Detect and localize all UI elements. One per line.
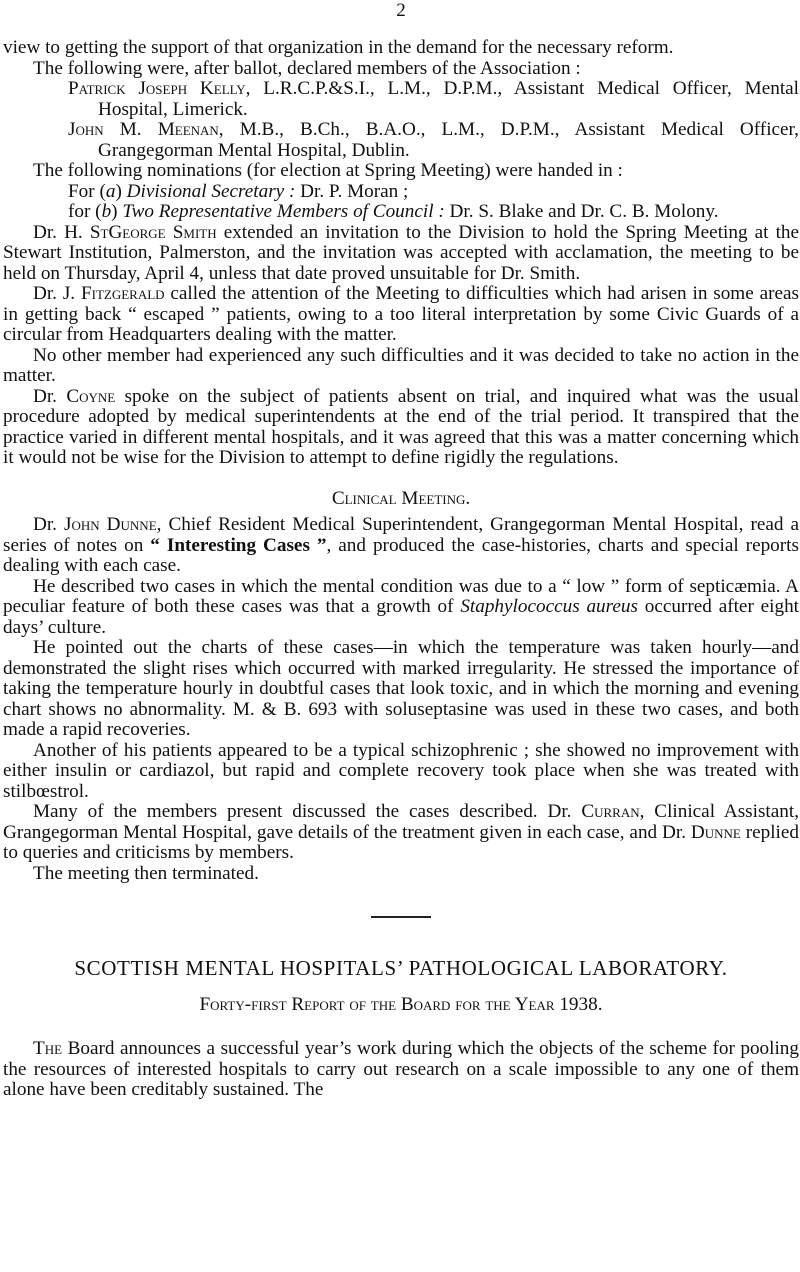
section-subtitle: Forty-first Report of the Board for the Year 1938.	[199, 993, 603, 1015]
paragraph-continuation: view to getting the support of that organization in the demand for the necessary reform.	[3, 37, 674, 58]
paragraph-ballot: The following were, after ballot, declared members of the Association :	[33, 57, 581, 79]
nomination-a: For (a) Divisional Secretary : Dr. P. Moran ;	[68, 180, 409, 202]
member-kelly: Patrick Joseph Kelly, L.R.C.P.&S.I., L.M., D.P.M., Assistant Medical Officer, Mental Hospital, Limerick.	[68, 78, 800, 120]
paragraph-no-action: No other member had experienced any such difficulties and it was decided to take no action in the matter.	[3, 344, 799, 386]
paragraph-charts: He pointed out the charts of these cases—in which the temperature was taken hourly—and demonstrated the slight rises which occurred with marked irregularity. He stressed the importance of taking the temperature hourly in doubtful cases that look toxic, and in which the morning and evening chart shows no abnormality. M. & B. 693 with soluseptasine was used in these two cases, and both made a rapid recoveries.	[3, 637, 799, 740]
paragraph-dunne: Dr. John Dunne, Chief Resident Medical Superintendent, Grangegorman Mental Hospital, read a series of notes on “ Interesting Cases ”, and produced the case-histories, charts and special reports dealing with each case.	[3, 514, 800, 576]
member-meenan: John M. Meenan, M.B., B.Ch., B.A.O., L.M., D.P.M., Assistant Medical Officer, Grangegorman Mental Hospital, Dublin.	[68, 119, 799, 161]
paragraph-coyne: Dr. Coyne spoke on the subject of patients absent on trial, and inquired what was the usual procedure adopted by medical superintendents at the end of the trial period. It transpired that the practice varied in different mental hospitals, and it was agreed that this was a matter concerning which it would not be wise for the Division to attempt to define rigidly the regulations.	[3, 385, 799, 468]
paragraph-smith: Dr. H. StGeorge Smith extended an invitation to the Division to hold the Spring Meeting at the Stewart Institution, Palmerston, and the invitation was accepted with acclamation, the meeting to be held on Thursday, April 4, unless that date proved unsuitable for Dr. Smith.	[3, 221, 800, 284]
member-name: Patrick Joseph Kelly	[68, 78, 246, 99]
clinical-meeting-heading: Clinical Meeting.	[331, 487, 471, 509]
paragraph-discussion: Many of the members present discussed the cases described. Dr. Curran, Clinical Assistant, Grangegorman Mental Hospital, gave details of the treatment given in each case, and Dr. Dunne replied to queries and criticisms by members.	[3, 801, 799, 863]
nomination-b: for (b) Two Representative Members of Council : Dr. S. Blake and Dr. C. B. Molony.	[68, 201, 719, 222]
section-title: SCOTTISH MENTAL HOSPITALS’ PATHOLOGICAL LABORATORY.	[74, 956, 728, 980]
paragraph-board: The Board announces a successful year’s work during which the objects of the scheme for pooling the resources of interested hospitals to carry out research on a scale impossible to any one of them alone have been creditably sustained. The	[3, 1038, 799, 1100]
section-divider	[371, 916, 431, 918]
paragraph-nominations: The following nominations (for election at Spring Meeting) were handed in :	[33, 160, 623, 181]
page-number: 2	[396, 0, 406, 21]
member-name: John M. Meenan	[68, 119, 219, 140]
page	[3, 0, 799, 1101]
paragraph-fitzgerald: Dr. J. Fitzgerald called the attention of the Meeting to difficulties which had arisen in some areas in getting back “ escaped ” patients, owing to a too literal interpretation by some Civic Guards of a circular from Headquarters dealing with the matter.	[3, 283, 799, 345]
paragraph-septicaemia: He described two cases in which the mental condition was due to a “ low ” form of septicæmia. A peculiar feature of both these cases was that a growth of Staphylococcus aureus occurred after eight days’ culture.	[3, 575, 799, 638]
paragraph-schizophrenic: Another of his patients appeared to be a typical schizophrenic ; she showed no improvement with either insulin or cardiazol, but rapid and complete recovery took place when she was treated with stilbœstrol.	[3, 739, 799, 802]
paragraph-terminated: The meeting then terminated.	[33, 862, 259, 884]
